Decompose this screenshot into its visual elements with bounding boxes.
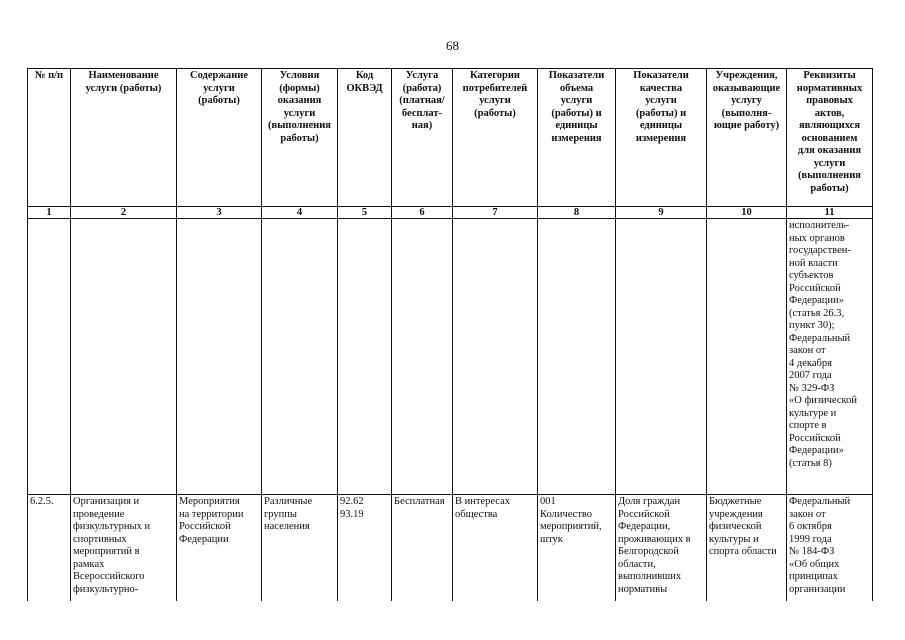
header-cell-11: Реквизиты нормативных правовых актов, являющихся основанием для оказания услуги (выполнения работы) — [787, 69, 873, 207]
page-number: 68 — [446, 38, 459, 53]
header-cell-6: Услуга (работа) (платная/ бесплат- ная) — [392, 69, 453, 207]
header-cell-5: Код ОКВЭД — [338, 69, 392, 207]
column-number: 4 — [262, 207, 338, 219]
quality-indicators: Доля граждан Российской Федерации, проживающих в Белгородской области, выполнивших нормативы — [616, 495, 707, 602]
table-row — [28, 495, 873, 602]
header-row — [28, 69, 873, 207]
empty-cell — [616, 219, 707, 495]
column-number: 3 — [177, 207, 262, 219]
empty-cell — [262, 219, 338, 495]
column-number: 10 — [707, 207, 787, 219]
payment-type: Бесплатная — [392, 495, 453, 602]
services-table — [27, 68, 873, 601]
empty-cell — [338, 219, 392, 495]
service-name: Организация и проведение физкультурных и спортивных мероприятий в рамках Всероссийского физкультурно- — [71, 495, 177, 602]
header-cell-3: Содержание услуги (работы) — [177, 69, 262, 207]
legal-basis-continuation: исполнитель- ных органов государствен- ной власти субъектов Российской Федерации» (статья 26.3, пункт 30); Федеральный закон от 4 декабря 2007 года № 329-ФЗ «О физической культуре и спорте в Российской Федерации» (статья 8) — [787, 219, 873, 495]
empty-cell — [28, 219, 71, 495]
column-number: 6 — [392, 207, 453, 219]
header-cell-8: Показатели объема услуги (работы) и единицы измерения — [538, 69, 616, 207]
column-number: 9 — [616, 207, 707, 219]
row-number: 6.2.5. — [28, 495, 71, 602]
header-cell-4: Условия (формы) оказания услуги (выполнения работы) — [262, 69, 338, 207]
legal-basis: Федеральный закон от 6 октября 1999 года № 184-ФЗ «Об общих принципах организации — [787, 495, 873, 602]
continuation-row — [28, 219, 873, 495]
volume-indicators: 001 Количество мероприятий, штук — [538, 495, 616, 602]
column-number: 8 — [538, 207, 616, 219]
okved-code: 92.62 93.19 — [338, 495, 392, 602]
service-conditions: Различные группы населения — [262, 495, 338, 602]
header-cell-1: № п/п — [28, 69, 71, 207]
column-number: 11 — [787, 207, 873, 219]
column-number: 1 — [28, 207, 71, 219]
empty-cell — [177, 219, 262, 495]
column-number: 2 — [71, 207, 177, 219]
header-cell-7: Категории потребителей услуги (работы) — [453, 69, 538, 207]
empty-cell — [392, 219, 453, 495]
empty-cell — [538, 219, 616, 495]
column-number-row — [28, 207, 873, 219]
header-cell-2: Наименование услуги (работы) — [71, 69, 177, 207]
header-cell-10: Учреждения, оказывающие услугу (выполня- ющие работу) — [707, 69, 787, 207]
service-content: Мероприятия на территории Российской Федерации — [177, 495, 262, 602]
empty-cell — [71, 219, 177, 495]
consumer-category: В интересах общества — [453, 495, 538, 602]
column-number: 7 — [453, 207, 538, 219]
column-number: 5 — [338, 207, 392, 219]
providing-institutions: Бюджетные учреждения физической культуры и спорта области — [707, 495, 787, 602]
header-cell-9: Показатели качества услуги (работы) и единицы измерения — [616, 69, 707, 207]
empty-cell — [707, 219, 787, 495]
empty-cell — [453, 219, 538, 495]
